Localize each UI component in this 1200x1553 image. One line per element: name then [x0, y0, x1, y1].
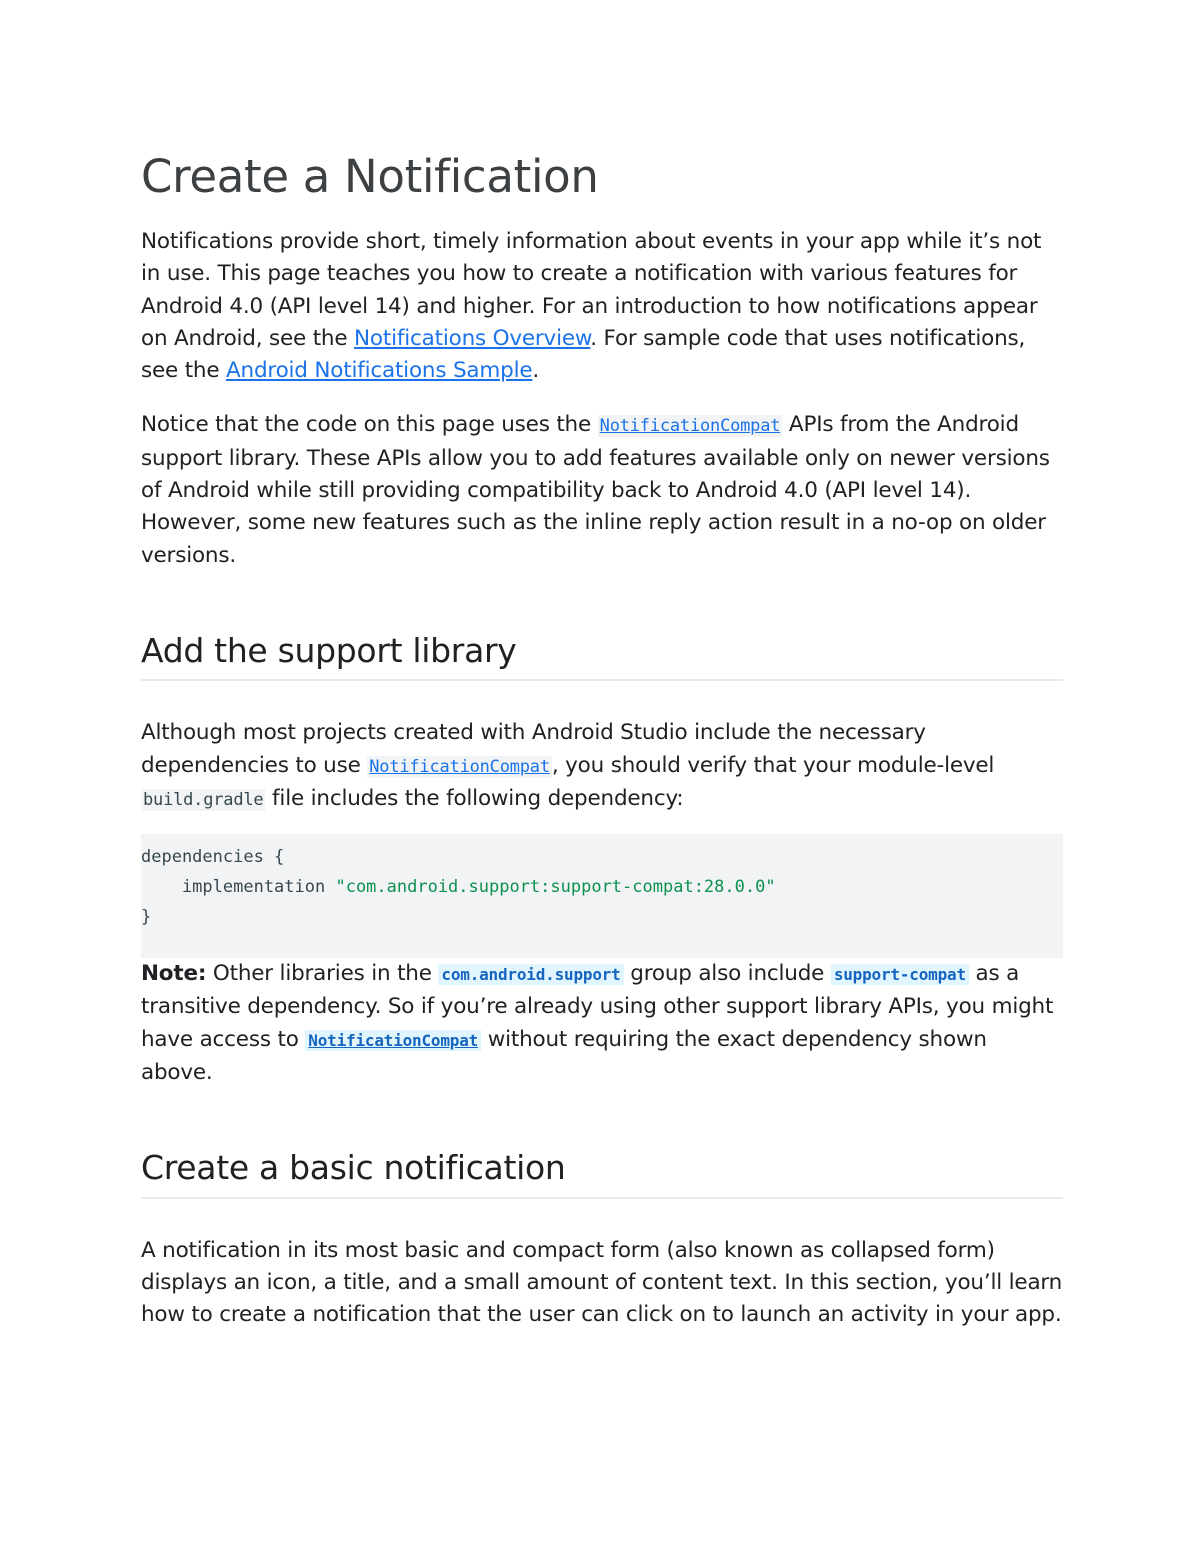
- support-text-b: , you should verify that your module-level: [551, 752, 995, 778]
- notificationcompat-link[interactable]: NotificationCompat: [599, 416, 781, 437]
- code-line-3: }: [141, 907, 152, 928]
- android-notifications-sample-link[interactable]: Android Notifications Sample: [226, 358, 533, 384]
- document-page: [141, 140, 1063, 1353]
- support-library-paragraph: [141, 717, 1063, 816]
- note-notificationcompat-link[interactable]: NotificationCompat: [305, 1030, 481, 1051]
- note-paragraph: [141, 958, 1063, 1089]
- basic-notification-paragraph: A notification in its most basic and compact form (also known as collapsed form) displays an icon, a title, and a small amount of content text. In this section, you’ll learn how to create a notification that the user can click on to launch an activity in your app.: [141, 1237, 1063, 1328]
- support-text-a: Although most projects created with Android Studio include the necessary dependencies to use: [141, 720, 926, 778]
- code-line-1: dependencies {: [141, 847, 285, 868]
- note-text-d: without requiring the exact dependency shown above.: [141, 1026, 987, 1085]
- note-code-support-compat: support-compat: [831, 964, 969, 985]
- note-text-a: Other libraries in the: [206, 961, 439, 987]
- note-text-c: as a transitive dependency. So if you’re already using other support library APIs, you might have access to: [141, 961, 1054, 1052]
- note-code-support-group: com.android.support: [438, 964, 623, 985]
- intro-text-c: .: [532, 358, 540, 384]
- intro2-text-b: APIs from the Android support library. These APIs allow you to add features available only on newer versions of Android while still providing compatibility back to Android 4.0 (API level 14). However, some new features such as the inline reply action result in a no-op on older versions.: [141, 412, 1050, 568]
- build-gradle-code: build.gradle: [143, 789, 264, 810]
- section-heading-basic-notification: Create a basic notification: [141, 1147, 1063, 1198]
- notifications-overview-link[interactable]: Notifications Overview: [354, 325, 591, 351]
- intro-paragraph-1: [141, 226, 1063, 387]
- section-heading-support-library: Add the support library: [141, 630, 1063, 681]
- dependency-code-block: [141, 834, 1063, 958]
- code-line-2-string: "com.android.support:support-compat:28.0.0": [335, 877, 776, 898]
- note-text-b: group also include: [623, 961, 831, 987]
- intro-text-a: Notifications provide short, timely information about events in your app while it’s not in use. This page teaches you how to create a notification with various features for Android 4.0 (API level 14) and higher. For an introduction to how notifications appear on Android, see the: [141, 229, 1042, 351]
- notificationcompat-link-2[interactable]: NotificationCompat: [369, 756, 550, 777]
- intro2-text-a: Notice that the code on this page uses the: [141, 412, 598, 438]
- note-label: Note:: [141, 961, 207, 987]
- intro-text-b: . For sample code that uses notifications, see the: [141, 325, 1026, 384]
- intro-paragraph-2: [141, 409, 1063, 571]
- page-title: Create a Notification: [141, 150, 599, 203]
- support-text-c: file includes the following dependency:: [265, 785, 684, 811]
- code-line-2-indent: implementation: [141, 877, 336, 898]
